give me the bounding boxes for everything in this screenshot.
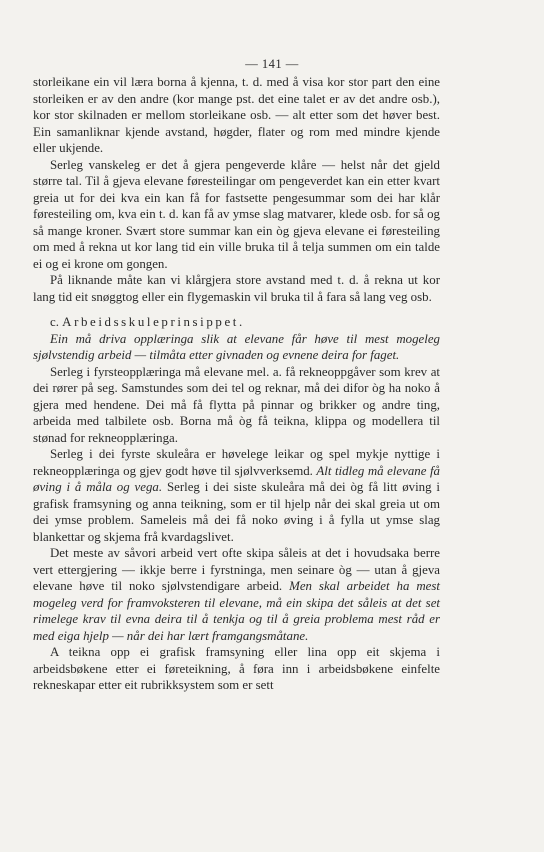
paragraph (33, 545, 440, 644)
text-segment: storleikane ein vil læra borna å kjenna, t. d. med å visa kor stor part den eine storleiken er av den andre (kor mange pst. det eine talet er av det andre osb.), kor stor skilnaden er mellom storleikane osb. — alt etter som det høver best. Ein samanliknar kjende avstand, høgder, flater og rom med mindre kjende eller ukjende. (33, 75, 440, 155)
page-number: — 141 — (245, 57, 299, 71)
paragraph (33, 272, 440, 305)
paragraph (33, 364, 440, 447)
body-text (33, 74, 440, 694)
paragraph (33, 74, 440, 157)
paragraph (33, 446, 440, 545)
paragraph (33, 644, 440, 694)
italic-segment: Ein må driva opplæringa slik at elevane får høve til mest mogeleg sjølvstendig arbeid — tilmåta etter givnaden og evnene deira for faget. (33, 331, 440, 362)
section-title: Arbeidsskuleprinsippet. (62, 315, 245, 329)
text-segment: A teikna opp ei grafisk framsyning eller lina opp eit skjema i arbeidsbøkene etter ei føreteikning, å føra inn i arbeidsbøkene einfelte rekneskapar etter eit rubrikksystem som er sett (33, 645, 440, 692)
text-segment: Serleg i dei siste skuleåra må dei òg få litt øving i grafisk framsyning og anna teikning, som er til hjelp når dei skal greia ut om dei ymse problem. Sameleis må dei få noko øving i å fylla ut ymse slag blankettar og skjema frå kvardagslivet. (33, 480, 440, 544)
section-heading (33, 314, 440, 331)
italic-segment: Alt tidleg må elevane få øving i å måla og vega. (33, 463, 440, 494)
text-segment: Det meste av såvori arbeid vert ofte skipa såleis at det i hovudsaka berre vert ettergjering — ikkje berre i fyrstninga, men seinare òg — utan å gjeva elevane høve til noko sjølvstendigare arbeid. (33, 546, 440, 593)
text-segment: Serleg i dei fyrste skuleåra er høvelege leikar og spel mykje nyttige i rekneopplæringa og gjev godt høve til sjølvverksemd. (33, 447, 440, 478)
text-segment: På liknande måte kan vi klårgjera store avstand med t. d. å rekna ut kor lang tid eit snøggtog eller ein flygemaskin vil bruka til å fara så lang veg osb. (33, 273, 440, 304)
paragraph (33, 157, 440, 273)
text-segment: Serleg vanskeleg er det å gjera pengeverde klåre — helst når det gjeld større tal. Til å gjeva elevane føresteilingar om pengeverdet kan ein etter kvart greia ut for dei kva ein kan få for fastsette pengesummar som dei har klår føresteiling om, kva ein t. d. kan få av ymse slag matvarer, klede osb. for så og så mange kroner. Svært store summar kan ein òg gjeva elevane ei føresteiling om med å rekna ut kor lang tid ein ville bruka til å telja summen om ein talde ei og ei krone om gongen. (33, 157, 440, 271)
section-letter: c. (50, 315, 63, 329)
italic-segment: Men skal arbeidet ha mest mogeleg verd for framvoksteren til elevane, må ein skipa det såleis at det set rimelege krav til evna deira til å tenkja og til å greia problema mest råd er med eiga hjelp — når dei har lært framgangsmåtane. (33, 579, 440, 643)
principle-statement (33, 331, 440, 364)
text-segment: Serleg i fyrsteopplæringa må elevane mel. a. få rekneoppgåver som krev at dei rører på seg. Samstundes som dei tel og reknar, må dei difor òg ha noko å gjera med hendene. Dei må få flytta på pinnar og brikker og andre ting, arbeida med talbilete osb. Borna må òg få teikna, klippa og modellera til stønad for rekneopplæringa. (33, 364, 440, 445)
